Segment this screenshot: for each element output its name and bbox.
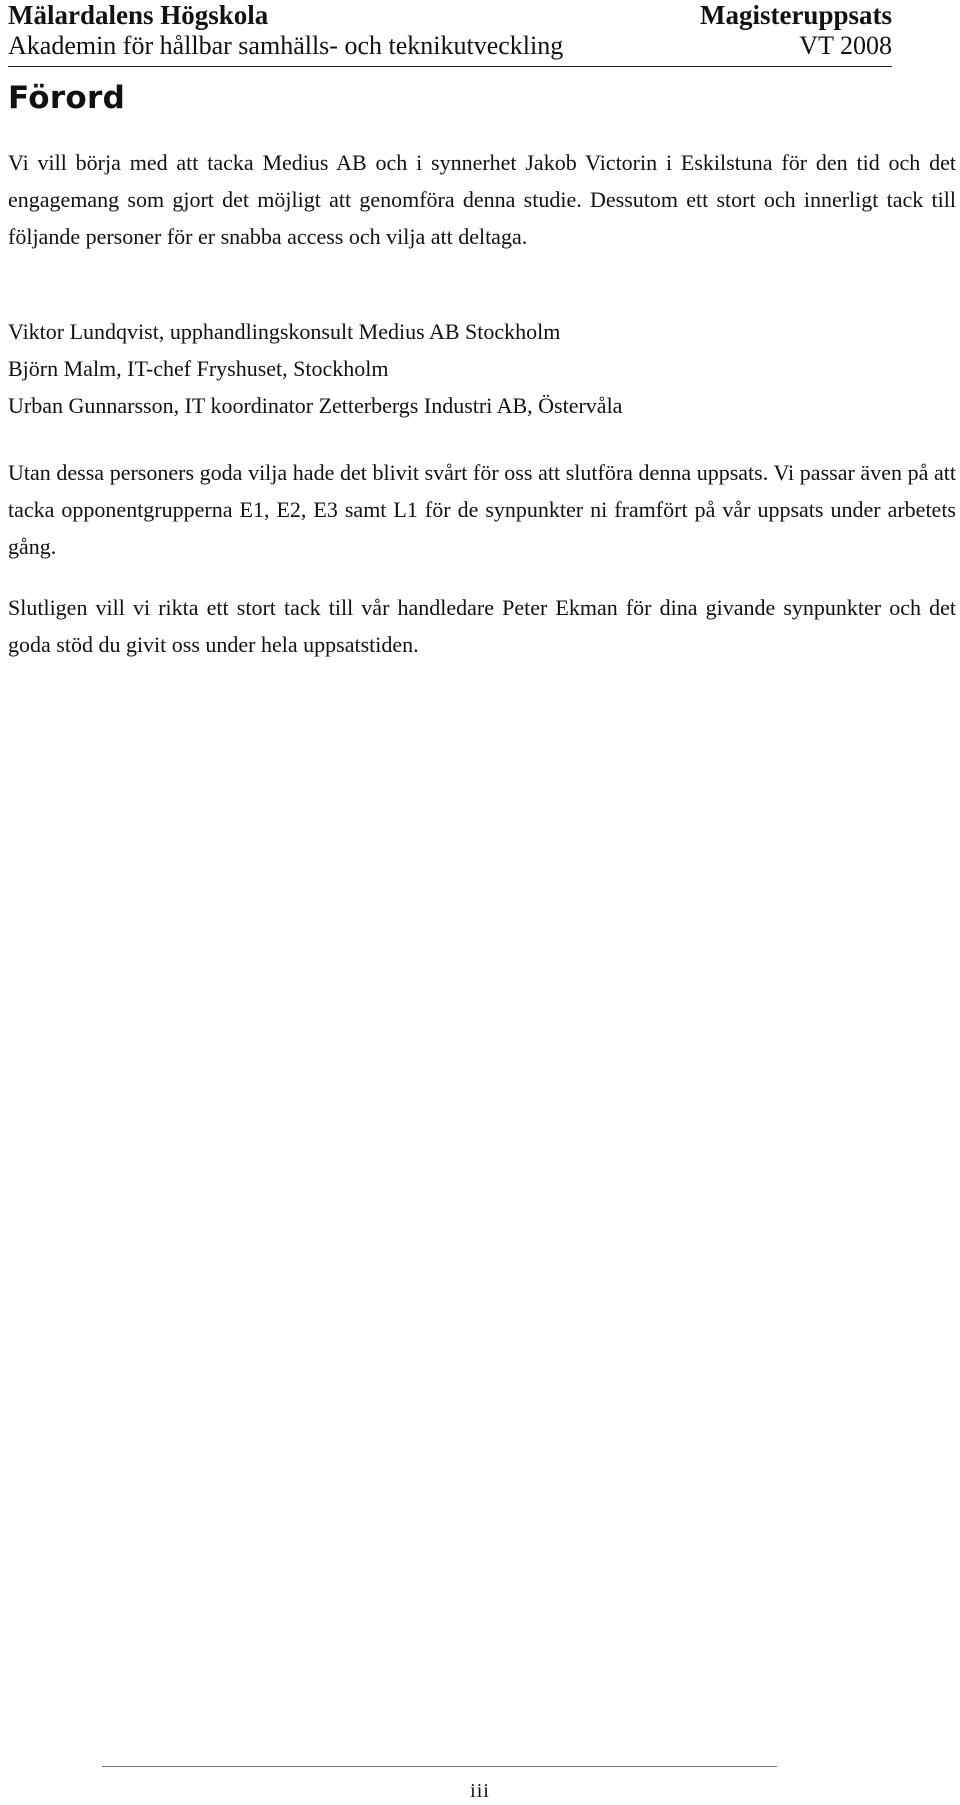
page-title: Förord [8,80,126,116]
page-number: iii [470,1780,490,1802]
acknowledgement-paragraph: Utan dessa personers goda vilja hade det blivit svårt för oss att slutföra denna uppsats. Vi passar även på att tacka opponentgrupperna E1, E2, E3 samt L1 för de synpunkter ni framfört på vår uppsats under arbetets gång. [8,460,956,559]
list-item: Viktor Lundqvist, upphandlingskonsult Medius AB Stockholm [8,319,561,344]
thanks-people-list [8,313,956,424]
page-header [8,0,892,67]
list-item: Urban Gunnarsson, IT koordinator Zetterbergs Industri AB, Östervåla [8,393,623,418]
header-top-row [8,0,892,31]
institution-name: Mälardalens Högskola [8,0,269,30]
footer-divider [102,1766,777,1767]
supervisor-paragraph: Slutligen vill vi rikta ett stort tack till vår handledare Peter Ekman för dina givande synpunkter och det goda stöd du givit oss under hela uppsatstiden. [8,595,956,657]
term-label: VT 2008 [799,31,892,60]
list-item: Björn Malm, IT-chef Fryshuset, Stockholm [8,356,389,381]
document-type: Magisteruppsats [699,0,892,30]
header-bottom-row [8,31,892,61]
intro-paragraph: Vi vill börja med att tacka Medius AB och i synnerhet Jakob Victorin i Eskilstuna för den tid och det engagemang som gjort det möjligt att genomföra denna studie. Dessutom ett stort och innerligt tack till följande personer för er snabba access och vilja att deltaga. [8,150,956,249]
department-name: Akademin för hållbar samhälls- och teknikutveckling [8,31,564,60]
